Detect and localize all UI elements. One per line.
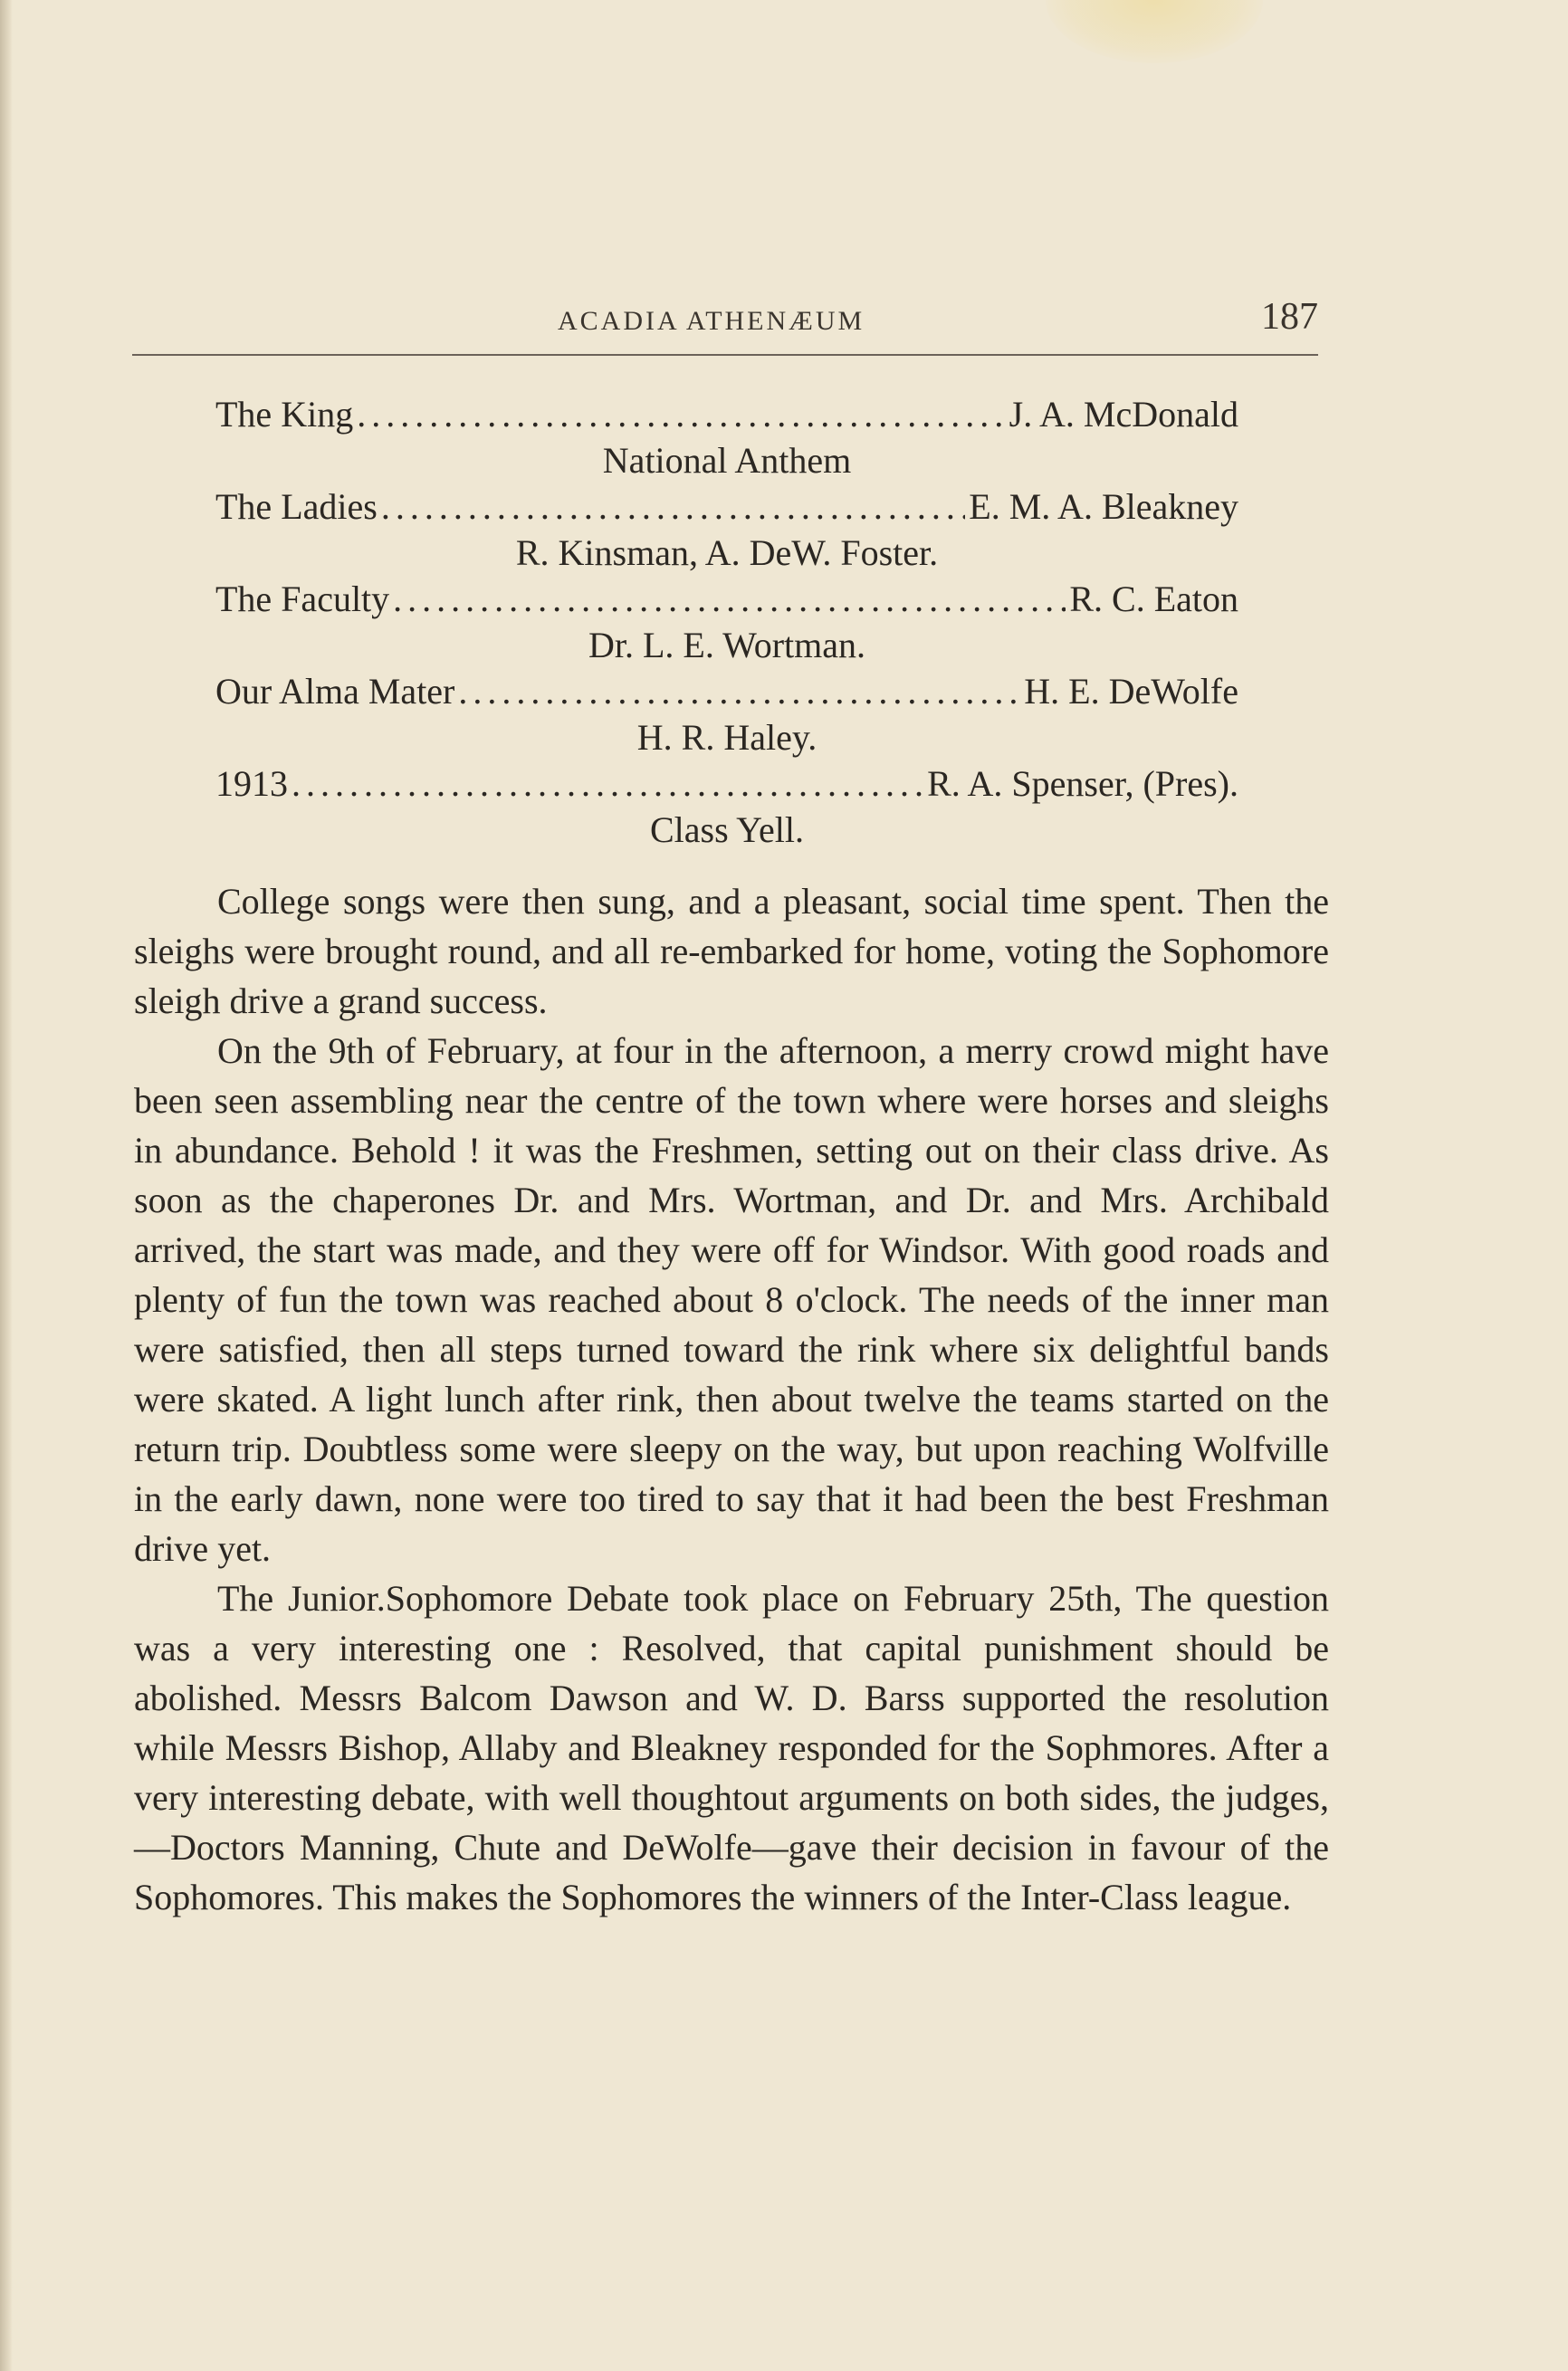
toast-line — [215, 391, 1238, 438]
toast-speaker: H. E. DeWolfe — [1024, 671, 1238, 712]
toast-entry-king — [215, 391, 1238, 483]
article-body — [134, 876, 1329, 1922]
leader-dots — [292, 760, 923, 808]
paragraph-college-songs: College songs were then sung, and a pleasant, social time spent. Then the sleighs were brought round, and all re-embarked for home, voting the Sophomore sleigh drive a grand success. — [134, 881, 1329, 1021]
toast-speaker: E. M. A. Bleakney — [969, 486, 1238, 527]
paragraph-debate: The Junior.Sophomore Debate took place on February 25th, The question was a very interesting one : Resolved, that capital punishment should be abolished. Messrs Balcom Dawson and W. D. Barss supported the resolution while Messrs Bishop, Allaby and Bleakney responded for the Sophmores. After a very interesting debate, with well thoughtout arguments on both sides, the judges,—Doctors Manning, Chute and DeWolfe—gave their decision in favour of the Sophomores. This makes the Sophomores the winners of the Inter-Class league. — [134, 1578, 1329, 1917]
toast-response: H. R. Haley. — [636, 717, 817, 758]
toast-title: The Ladies — [215, 486, 378, 527]
toast-response: Class Yell. — [649, 809, 805, 850]
toast-list — [215, 391, 1238, 853]
binding-edge — [0, 0, 13, 2371]
toast-entry-alma-mater — [215, 668, 1238, 760]
leader-dots — [381, 483, 965, 531]
leader-dots — [458, 668, 1020, 715]
leader-dots — [357, 391, 1005, 438]
running-title: ACADIA ATHENÆUM — [558, 306, 865, 336]
toast-entry-1913 — [215, 760, 1238, 853]
toast-speaker: R. A. Spenser, (Pres). — [927, 763, 1238, 804]
leader-dots — [393, 576, 1066, 623]
toast-title: Our Alma Mater — [215, 671, 455, 712]
toast-entry-ladies — [215, 483, 1238, 576]
toast-response: Dr. L. E. Wortman. — [588, 625, 865, 665]
toast-speaker: J. A. McDonald — [1009, 394, 1238, 435]
header-rule — [132, 354, 1318, 356]
toast-response: R. Kinsman, A. DeW. Foster. — [515, 532, 939, 573]
toast-title: 1913 — [215, 763, 288, 804]
toast-line — [215, 576, 1238, 623]
toast-speaker: R. C. Eaton — [1069, 578, 1238, 619]
toast-line — [215, 760, 1238, 808]
toast-entry-faculty — [215, 576, 1238, 668]
toast-line — [215, 483, 1238, 531]
toast-line — [215, 668, 1238, 715]
paragraph-freshman-drive: On the 9th of February, at four in the afternoon, a merry crowd might have been seen assembling near the centre of the town where were horses and sleighs in abundance. Behold ! it was the Freshmen, setting out on their class drive. As soon as the chaperones Dr. and Mrs. Wortman, and Dr. and Mrs. Archibald arrived, the start was made, and they were off for Windsor. With good roads and plenty of fun the town was reached about 8 o'clock. The needs of the inner man were satisfied, then all steps turned toward the rink where six delightful bands were skated. A light lunch after rink, then about twelve the teams started on the return trip. Doubtless some were sleepy on the way, but upon reaching Wolfville in the early dawn, none were too tired to say that it had been the best Freshman drive yet. — [134, 1030, 1329, 1569]
toast-title: The Faculty — [215, 578, 390, 619]
running-header — [132, 295, 1318, 340]
toast-title: The King — [215, 394, 354, 435]
toast-response: National Anthem — [602, 440, 852, 481]
page-number: 187 — [1261, 296, 1318, 338]
